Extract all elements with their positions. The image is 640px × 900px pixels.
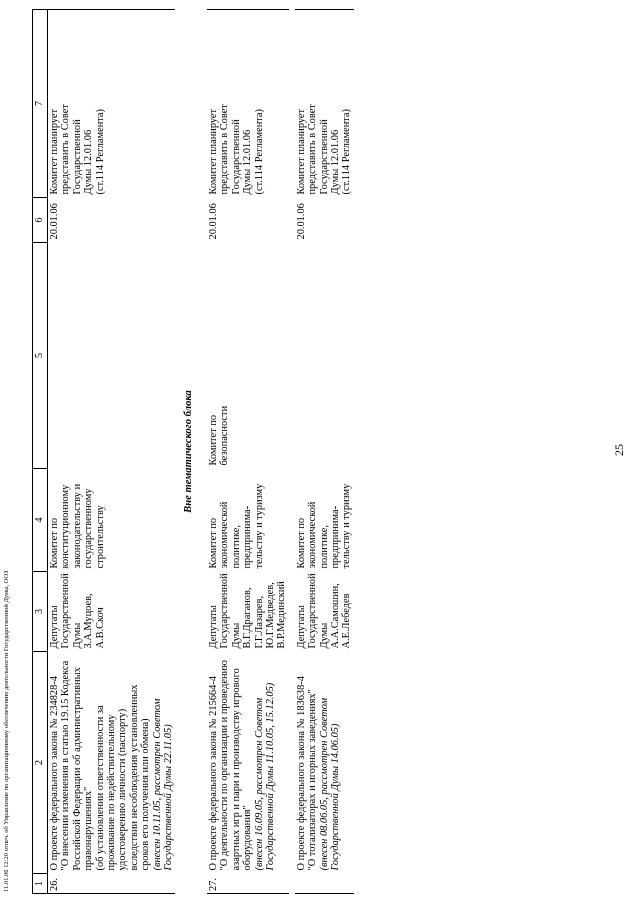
committee-cell	[207, 469, 289, 572]
date-cell: 20.01.06	[48, 198, 176, 243]
committee-line: законодательству и	[71, 483, 83, 569]
author-line: В.Г.Драганов,	[242, 587, 254, 649]
author-line: А.А.Самошин,	[329, 583, 341, 649]
committee-line: тельству и туризму	[341, 483, 353, 569]
project-line: оборудования"	[242, 805, 254, 871]
note-line: Думы 12.01.06	[83, 129, 95, 195]
authors-cell	[207, 572, 289, 652]
project-line: Государственной Думы 11.10.05, 15.12.05)	[264, 682, 276, 871]
project-line: сроков его получения или обмена)	[140, 718, 152, 871]
committee-line: государственному	[83, 488, 95, 569]
author-line: Думы	[318, 622, 330, 649]
committee-cell	[48, 469, 176, 572]
row-number: 26.	[48, 874, 176, 894]
project-line: (внесен 10.11.05, рассмотрен Советом	[151, 698, 163, 871]
committee-line: Комитет по	[49, 517, 60, 569]
project-line: вследствии несоблюдения установленных	[128, 684, 140, 871]
project-line: (внесен 08.06.05, рассмотрен Советом	[318, 697, 330, 871]
section-row	[175, 10, 200, 894]
committee-line: предпринима-	[329, 505, 341, 569]
project-line: удостоверению личности (паспорту)	[117, 708, 129, 871]
author-line: Государственной	[219, 573, 231, 649]
committee-line: Комитет по	[207, 517, 219, 569]
note-cell	[48, 10, 176, 198]
table-body	[48, 10, 354, 894]
note-cell	[295, 10, 354, 198]
author-line: Г.Г.Лазарев,	[253, 595, 265, 649]
project-line: Государственной Думы 14.06.05)	[329, 723, 341, 871]
table-row	[48, 10, 176, 894]
author-line: Думы	[230, 622, 242, 649]
note-line: (ст.114 Регламента)	[253, 109, 265, 195]
committee-line: строительству	[94, 505, 106, 569]
committee-line: политике,	[230, 525, 242, 569]
page-footer: 11.01.06 12:20 отпеч. об Управление по организационному обеспечению деятельности Государственной Думы, ООЗ	[3, 570, 10, 892]
committee-line: Комитет по	[295, 517, 307, 569]
author-line: Депутаты	[295, 605, 307, 649]
project-line: Российской Федерации об административных	[71, 667, 83, 871]
committee-line: тельству и туризму	[253, 483, 265, 569]
date-cell: 20.01.06	[295, 203, 307, 240]
author-line: Ю.Г.Медведев,	[264, 582, 276, 649]
co-committee-cell	[48, 243, 176, 469]
date-cell: 20.01.06	[207, 203, 219, 240]
committee-line: экономической	[219, 501, 231, 569]
note-line: Комитет планирует	[295, 108, 307, 195]
committee-line: экономической	[307, 501, 319, 569]
note-line: (ст.114 Регламента)	[341, 109, 353, 195]
column-header: 2	[33, 652, 48, 874]
column-header: 1	[33, 874, 48, 894]
note-line: Думы 12.01.06	[242, 129, 254, 195]
note-line: представить в Совет	[307, 104, 319, 195]
note-line: Думы 12.01.06	[329, 129, 341, 195]
project-line: "О внесении изменения в статью 19.15 Кодекса	[60, 660, 72, 871]
legislation-schedule-table	[32, 9, 354, 894]
project-description	[48, 652, 176, 874]
co-committee-line: безопасности	[219, 405, 231, 466]
project-line: (внесен 16.09.05, рассмотрен Советом	[253, 697, 265, 871]
author-line: А.В.Скоч	[94, 607, 106, 649]
column-header: 7	[33, 10, 48, 198]
note-cell	[207, 10, 289, 198]
column-header: 5	[33, 243, 48, 469]
authors-cell	[295, 572, 354, 652]
project-line: проживание по недействительному	[106, 714, 118, 871]
table-row	[295, 10, 354, 894]
row-number: 27.	[207, 874, 289, 894]
authors-cell	[48, 572, 176, 652]
note-line: (ст.114 Регламента)	[94, 109, 106, 195]
project-line: (об установлении ответственности за	[94, 705, 106, 871]
note-line: представить в Совет	[60, 104, 72, 195]
project-line: О проекте федерального закона № 183638-4	[295, 676, 307, 871]
project-line: азартных игр и пари и производству игрового	[230, 668, 242, 871]
section-title: Вне тематического блока	[183, 390, 195, 513]
project-line: правонарушениях"	[83, 786, 95, 871]
author-line: Государственной	[60, 573, 72, 649]
project-line: О проекте федерального закона № 234828-4	[49, 676, 60, 871]
note-line: представить в Совет	[219, 104, 231, 195]
column-header-row	[33, 10, 48, 894]
note-line: Комитет планирует	[49, 108, 60, 195]
project-line: О проекте федерального закона № 215664-4	[207, 676, 219, 871]
committee-line: конституционному	[60, 484, 72, 569]
row-number	[295, 874, 354, 894]
author-line: В.Р.Мединский	[276, 581, 288, 649]
committee-line: предпринима-	[242, 505, 254, 569]
note-line: Государственной	[230, 119, 242, 195]
co-committee-cell	[295, 243, 354, 469]
column-header: 3	[33, 572, 48, 652]
committee-cell	[295, 469, 354, 572]
column-header: 6	[33, 198, 48, 243]
author-line: Депутаты	[49, 605, 60, 649]
author-line: А.Е.Лебедев	[341, 593, 353, 649]
author-line: Думы	[71, 622, 83, 649]
co-committee-cell	[207, 243, 289, 469]
committee-line: политике,	[318, 525, 330, 569]
note-line: Комитет планирует	[207, 108, 219, 195]
page-number: 25	[612, 444, 626, 456]
project-line: "О деятельности по организации и проведению	[219, 660, 231, 871]
project-description	[207, 652, 289, 874]
table-row	[207, 10, 289, 894]
author-line: Депутаты	[207, 605, 219, 649]
project-description	[295, 652, 354, 874]
project-line: "О тотализаторах и игорных заведениях"	[307, 689, 319, 871]
co-committee-line: Комитет по	[207, 414, 219, 466]
note-line: Государственной	[71, 119, 83, 195]
author-line: З.А.Муцоев,	[83, 593, 95, 649]
note-line: Государственной	[318, 119, 330, 195]
column-header: 4	[33, 469, 48, 572]
project-line: Государственной Думы 22.11.05)	[163, 724, 175, 871]
author-line: Государственной	[307, 573, 319, 649]
